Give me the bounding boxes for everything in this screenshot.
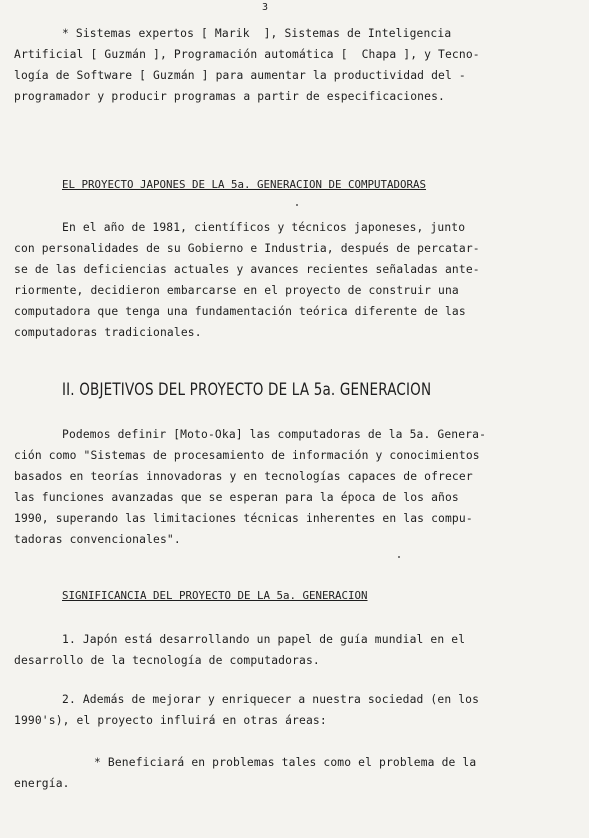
page-number: 3	[262, 2, 269, 13]
heading-significancia: SIGNIFICANCIA DEL PROYECTO DE LA 5a. GENERACION	[62, 589, 368, 602]
para-1981-line-6: computadoras tradicionales.	[14, 326, 202, 339]
bullet-energia-line-1: * Beneficiará en problemas tales como el problema de la	[94, 756, 477, 769]
para-1981-line-3: se de las deficiencias actuales y avances recientes señaladas ante-	[14, 263, 480, 276]
bullet-energia-line-2: energía.	[14, 777, 70, 790]
intro-line-2: Artificial [ Guzmán ], Programación automática [ Chapa ], y Tecno-	[14, 48, 480, 61]
para-definir-line-4: las funciones avanzadas que se esperan para la época de los años	[14, 491, 459, 504]
ink-dot	[398, 556, 400, 558]
para-1981-line-1: En el año de 1981, científicos y técnicos japoneses, junto	[62, 221, 466, 234]
ink-dot	[296, 204, 298, 206]
para-1981-line-2: con personalidades de su Gobierno e Industria, después de percatar-	[14, 242, 480, 255]
intro-line-1: * Sistemas expertos [ Marik ], Sistemas de Inteligencia	[62, 27, 452, 40]
intro-line-4: programador y producir programas a partir de especificaciones.	[14, 90, 445, 103]
item-1-line-1: 1. Japón está desarrollando un papel de guía mundial en el	[62, 633, 466, 646]
para-definir-line-1: Podemos definir [Moto-Oka] las computadoras de la 5a. Genera-	[62, 428, 487, 441]
para-definir-line-2: ción como "Sistemas de procesamiento de información y conocimientos	[14, 449, 480, 462]
para-1981-line-5: computadora que tenga una fundamentación teórica diferente de las	[14, 305, 466, 318]
intro-line-3: logía de Software [ Guzmán ] para aumentar la productividad del -	[14, 69, 466, 82]
item-2-line-2: 1990's), el proyecto influirá en otras áreas:	[14, 714, 327, 727]
item-2-line-1: 2. Además de mejorar y enriquecer a nuestra sociedad (en los	[62, 693, 480, 706]
heading-proyecto-japones: EL PROYECTO JAPONES DE LA 5a. GENERACION DE COMPUTADORAS	[62, 178, 427, 191]
item-1-line-2: desarrollo de la tecnología de computadoras.	[14, 654, 320, 667]
para-definir-line-6: tadoras convencionales".	[14, 533, 181, 546]
section-title-objetivos: II. OBJETIVOS DEL PROYECTO DE LA 5a. GENERACION	[62, 380, 432, 399]
para-definir-line-5: 1990, superando las limitaciones técnicas inherentes en las compu-	[14, 512, 473, 525]
para-definir-line-3: basados en teorías innovadoras y en tecnologías capaces de ofrecer	[14, 470, 473, 483]
para-1981-line-4: riormente, decidieron embarcarse en el proyecto de construir una	[14, 284, 459, 297]
